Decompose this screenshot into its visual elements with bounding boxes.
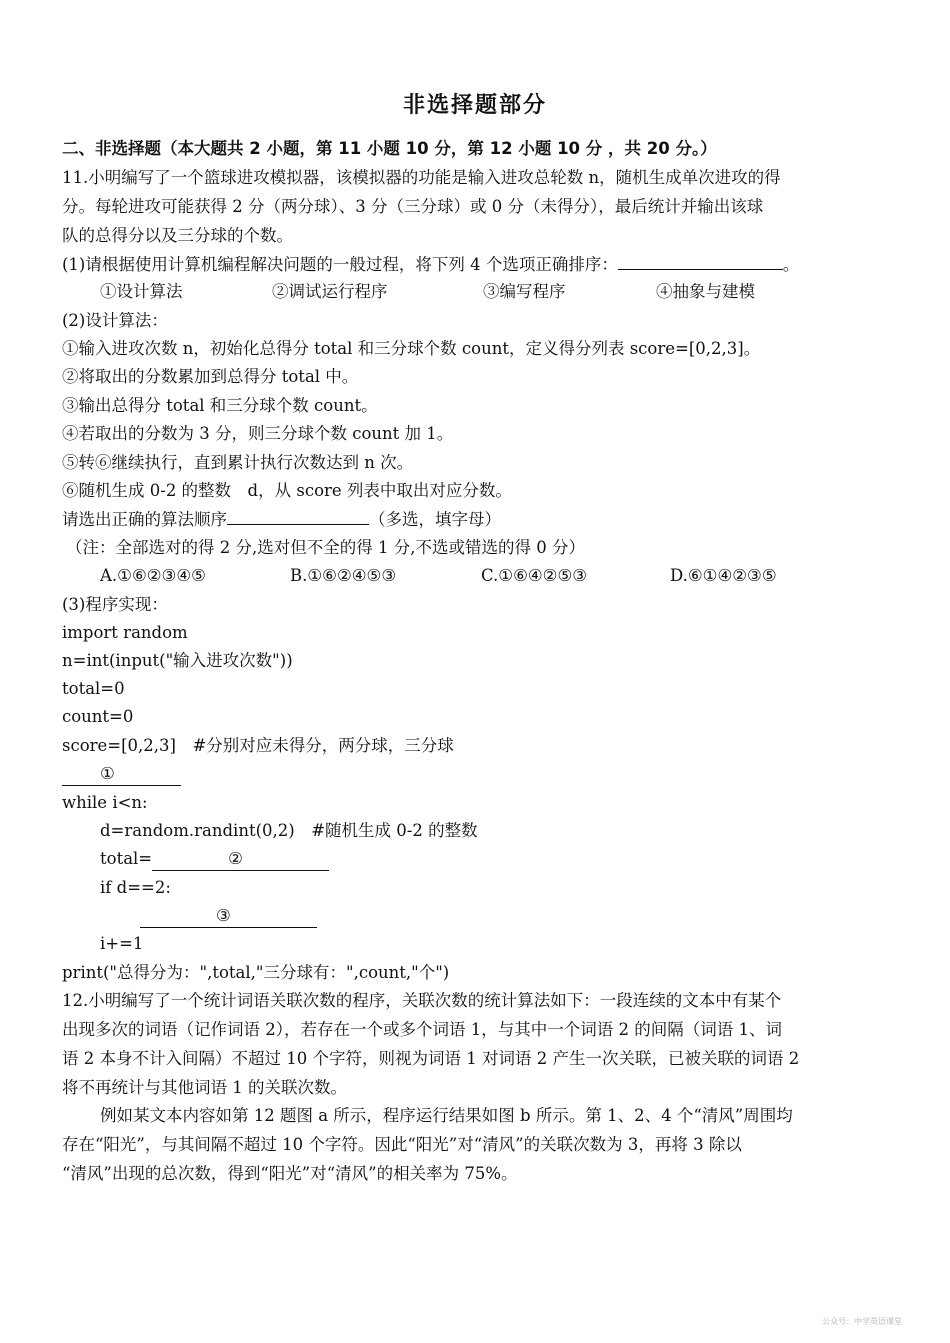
q11-part1-option-2: ②调试运行程序 (272, 282, 388, 301)
code-line-count-init: count=0 (62, 707, 134, 726)
code-line-import: import random (62, 623, 188, 642)
q12-text-line-7: “清风”出现的总次数，得到“阳光”对“清风”的相关率为 75%。 (62, 1164, 518, 1183)
code-blank-3-line (140, 905, 317, 928)
code-total-prefix: total= (100, 849, 153, 868)
code-line-total-init: total=0 (62, 679, 125, 698)
q11-step-2: ②将取出的分数累加到总得分 total 中。 (62, 367, 359, 386)
q11-choose-prompt: 请选出正确的算法顺序 (62, 510, 227, 529)
q12-text-line-1: 12.小明编写了一个统计词语关联次数的程序，关联次数的统计算法如下：一段连续的文本中有某个 (62, 991, 782, 1010)
code-blank-2-line (100, 848, 329, 871)
code-blank-2-marker: ② (228, 848, 243, 871)
q11-text-line-2: 分。每轮进攻可能获得 2 分（两分球）、3 分（三分球）或 0 分（未得分），最后统计并输出该球 (62, 197, 764, 216)
q11-part1-end: 。 (782, 255, 800, 274)
q11-part1-option-1: ①设计算法 (100, 282, 183, 301)
q11-choose-answer-blank[interactable] (227, 508, 369, 525)
code-blank-1-marker: ① (100, 763, 115, 786)
q11-choice-a: A.①⑥②③④⑤ (100, 566, 206, 585)
code-line-while: while i<n: (62, 793, 148, 812)
code-blank-3-left[interactable] (140, 905, 216, 928)
q11-choice-b: B.①⑥②④⑤③ (290, 566, 397, 585)
q11-text-line-3: 队的总得分以及三分球的个数。 (62, 226, 293, 245)
q12-text-line-5: 例如某文本内容如第 12 题图 a 所示，程序运行结果如图 b 所示。第 1、2、4 个“清风”周围均 (100, 1106, 793, 1125)
q11-part1 (62, 253, 799, 276)
q12-text-line-2: 出现多次的词语（记作词语 2），若存在一个或多个词语 1，与其中一个词语 2 的间隔（词语 1、词 (62, 1020, 782, 1039)
q11-part1-answer-blank[interactable] (618, 253, 783, 270)
q11-choose-line (62, 508, 501, 531)
code-line-score: score=[0,2,3] #分别对应未得分，两分球，三分球 (62, 736, 454, 755)
q11-part1-prompt: (1)请根据使用计算机编程解决问题的一般过程，将下列 4 个选项正确排序： (62, 255, 618, 274)
q12-text-line-3: 语 2 本身不计入间隔）不超过 10 个字符，则视为词语 1 对词语 2 产生一次关联，已被关联的词语 2 (62, 1049, 800, 1068)
code-line-if: if d==2: (100, 878, 171, 897)
q11-part2-heading: (2)设计算法： (62, 311, 168, 330)
q11-step-1: ①输入进攻次数 n，初始化总得分 total 和三分球个数 count，定义得分列表 score=[0,2,3]。 (62, 339, 761, 358)
code-blank-1-line (62, 763, 181, 786)
code-line-increment: i+=1 (100, 934, 144, 953)
q11-step-6: ⑥随机生成 0-2 的整数 d，从 score 列表中取出对应分数。 (62, 481, 512, 500)
q11-step-4: ④若取出的分数为 3 分，则三分球个数 count 加 1。 (62, 424, 454, 443)
code-blank-3-right[interactable] (231, 905, 317, 928)
page-title: 非选择题部分 (402, 93, 547, 118)
q11-choose-tail: （多选，填字母） (369, 510, 501, 529)
q12-text-line-6: 存在“阳光”，与其间隔不超过 10 个字符。因此“阳光”对“清风”的关联次数为 3，再将 3 除以 (62, 1135, 742, 1154)
code-blank-3-marker: ③ (216, 905, 231, 928)
code-blank-1-right[interactable] (115, 763, 181, 786)
code-line-print: print("总得分为：",total,"三分球有：",count,"个") (62, 963, 450, 982)
code-line-randint: d=random.randint(0,2) #随机生成 0-2 的整数 (100, 821, 478, 840)
q11-part1-option-4: ④抽象与建模 (656, 282, 755, 301)
q11-step-5: ⑤转⑥继续执行，直到累计执行次数达到 n 次。 (62, 453, 414, 472)
code-blank-1-left[interactable] (62, 763, 100, 786)
footer-watermark: 公众号：中学英语课堂 (822, 1317, 902, 1326)
code-blank-2-right[interactable] (243, 848, 329, 871)
q12-text-line-4: 将不再统计与其他词语 1 的关联次数。 (62, 1078, 347, 1097)
code-blank-2-left[interactable] (152, 848, 228, 871)
q11-text-line-1: 11.小明编写了一个篮球进攻模拟器，该模拟器的功能是输入进攻总轮数 n，随机生成单次进攻的得 (62, 168, 781, 187)
q11-choice-d: D.⑥①④②③⑤ (670, 566, 777, 585)
q11-note: （注：全部选对的得 2 分,选对但不全的得 1 分,不选或错选的得 0 分） (66, 538, 585, 557)
section-header: 二、非选择题（本大题共 2 小题，第 11 小题 10 分，第 12 小题 10 分 ，共 20 分。） (62, 139, 717, 158)
code-line-input: n=int(input("输入进攻次数")) (62, 651, 293, 670)
q11-choice-c: C.①⑥④②⑤③ (481, 566, 588, 585)
q11-part1-option-3: ③编写程序 (483, 282, 566, 301)
q11-part3-heading: (3)程序实现： (62, 595, 168, 614)
q11-step-3: ③输出总得分 total 和三分球个数 count。 (62, 396, 378, 415)
